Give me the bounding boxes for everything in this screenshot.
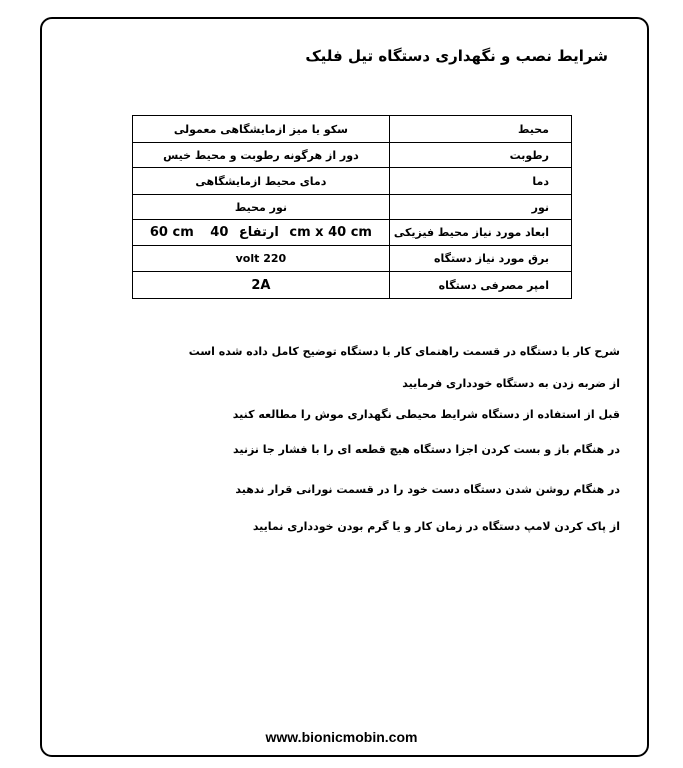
table-row xyxy=(133,272,572,299)
row-value: دمای محیط ازمایشگاهی xyxy=(133,168,390,195)
table-row xyxy=(133,246,572,272)
row-label: امپر مصرفی دستگاه xyxy=(389,272,571,299)
list-item: در هنگام باز و بست کردن اجزا دستگاه هیچ قطعه ای را با فشار جا نزنید xyxy=(232,443,620,456)
row-value: دور از هرگونه رطوبت و محیط خیس xyxy=(133,143,390,168)
website-link[interactable]: www.bionicmobin.com xyxy=(265,729,418,745)
row-value: 220 volt xyxy=(133,246,390,272)
dimensions-value xyxy=(133,220,390,246)
row-label: نور xyxy=(389,195,571,220)
list-item: قبل از استفاده از دستگاه شرایط محیطی نگهداری موش را مطالعه کنید xyxy=(232,408,620,421)
row-label: برق مورد نیاز دستگاه xyxy=(389,246,571,272)
table-row xyxy=(133,195,572,220)
height-label: ارتفاع xyxy=(238,225,279,240)
list-item: از پاک کردن لامپ دستگاه در زمان کار و یا گرم بودن خودداری نمایید xyxy=(252,520,620,533)
row-label: محیط xyxy=(389,116,571,143)
height-value: 60 cm xyxy=(149,225,194,240)
table-row xyxy=(133,143,572,168)
specs-table xyxy=(132,115,572,299)
dimensions-group xyxy=(144,225,378,240)
row-value: نور محیط xyxy=(133,195,390,220)
table-row xyxy=(133,220,572,246)
row-value: 2A xyxy=(133,272,390,299)
list-item: شرح کار با دستگاه در قسمت راهنمای کار با دستگاه توضیح کامل داده شده است xyxy=(188,345,620,358)
row-value: سکو یا میز ازمایشگاهی معمولی xyxy=(133,116,390,143)
page-title: شرایط نصب و نگهداری دستگاه تیل فلیک xyxy=(305,47,608,65)
table-row xyxy=(133,168,572,195)
row-label: دما xyxy=(389,168,571,195)
row-label: رطوبت xyxy=(389,143,571,168)
table-row xyxy=(133,116,572,143)
footprint-value: 40 cm x 40 cm xyxy=(210,225,372,240)
row-label: ابعاد مورد نیاز محیط فیزیکی xyxy=(389,220,571,246)
list-item: از ضربه زدن به دستگاه خودداری فرمایید xyxy=(402,377,620,390)
list-item: در هنگام روشن شدن دستگاه دست خود را در قسمت نورانی قرار ندهید xyxy=(235,483,620,496)
